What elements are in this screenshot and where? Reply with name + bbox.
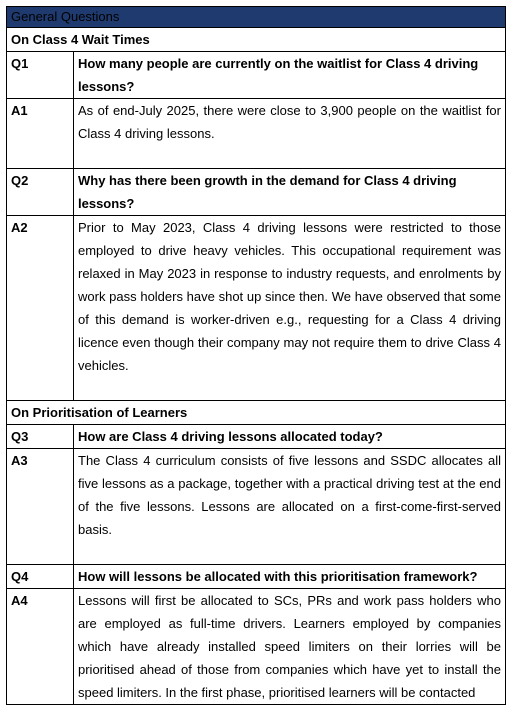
question-text: How will lessons be allocated with this prioritisation framework?	[74, 565, 506, 589]
answer-id: A2	[7, 216, 74, 401]
faq-document	[6, 6, 505, 705]
answer-row	[7, 216, 506, 401]
question-row	[7, 425, 506, 449]
section-title: On Class 4 Wait Times	[7, 28, 506, 52]
section-title: On Prioritisation of Learners	[7, 401, 506, 425]
answer-row	[7, 449, 506, 565]
answer-id: A1	[7, 99, 74, 169]
answer-row	[7, 589, 506, 705]
question-row	[7, 52, 506, 99]
question-row	[7, 169, 506, 216]
answer-text: As of end-July 2025, there were close to 3,900 people on the waitlist for Class 4 driving lessons.	[74, 99, 506, 169]
question-id: Q3	[7, 425, 74, 449]
question-id: Q2	[7, 169, 74, 216]
answer-text: Lessons will first be allocated to SCs, PRs and work pass holders who are employed as full-time drivers. Learners employed by companies which have already installed speed limiters on their lorries will be prioritised ahead of those from companies which have yet to install the speed limiters. In the first phase, prioritised learners will be contacted	[74, 589, 506, 705]
section-heading-row	[7, 28, 506, 52]
table-title: General Questions	[7, 7, 506, 28]
question-row	[7, 565, 506, 589]
question-id: Q4	[7, 565, 74, 589]
answer-id: A3	[7, 449, 74, 565]
question-id: Q1	[7, 52, 74, 99]
section-heading-row	[7, 401, 506, 425]
faq-table	[6, 6, 506, 705]
question-text: How are Class 4 driving lessons allocated today?	[74, 425, 506, 449]
table-header-row	[7, 7, 506, 28]
answer-text: Prior to May 2023, Class 4 driving lessons were restricted to those employed to drive heavy vehicles. This occupational requirement was relaxed in May 2023 in response to industry requests, and enrolments by work pass holders have shot up since then. We have observed that some of this demand is worker-driven e.g., requesting for a Class 4 driving licence even though their company may not require them to drive Class 4 vehicles.	[74, 216, 506, 401]
answer-text: The Class 4 curriculum consists of five lessons and SSDC allocates all five lessons as a package, together with a practical driving test at the end of the five lessons. Lessons are allocated on a first-come-first-served basis.	[74, 449, 506, 565]
answer-id: A4	[7, 589, 74, 705]
answer-row	[7, 99, 506, 169]
question-text: Why has there been growth in the demand for Class 4 driving lessons?	[74, 169, 506, 216]
question-text: How many people are currently on the waitlist for Class 4 driving lessons?	[74, 52, 506, 99]
